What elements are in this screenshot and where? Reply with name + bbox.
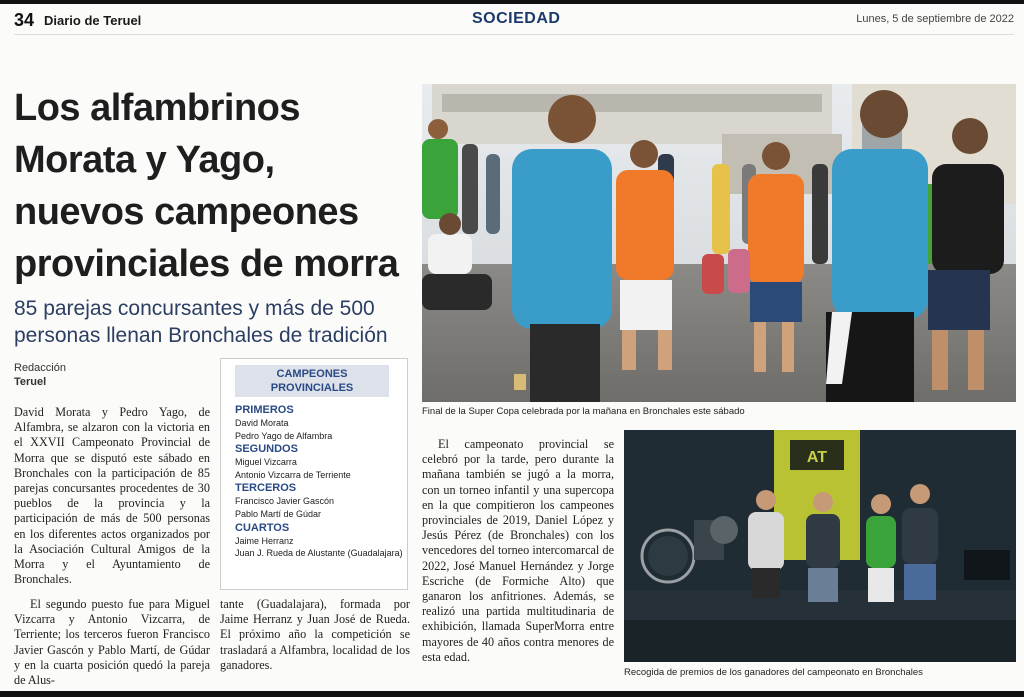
banner-sign-text: AT [806,449,828,466]
body-paragraph-3: tante (Guadalajara), formada por Jaime Herranz y Juan José de Rueda. El próximo año la competición se trasladará a Alfambra, localidad de los ganadores. [220,597,410,672]
photo-awards [624,430,1016,662]
bottom-border [0,691,1024,697]
champion-name: Miguel Vizcarra [235,457,297,468]
byline-place: Teruel [14,376,47,388]
body-paragraph-1: David Morata y Pedro Yago, de Alfambra, se alzaron con la victoria en el XXVII Campeonato Provincial de Morra que se disputó este sábado en Bronchales con la participación de 85 parejas concursantes procedentes de 30 pueblos de la provincia y la participación de más de 500 personas en los diferentes actos organizados por la Asociación Cultural Amigos de la Morra y el Ayuntamiento de Bronchales. [14,405,210,587]
photo-supercopa-caption: Final de la Super Copa celebrada por la mañana en Bronchales este sábado [422,406,745,417]
group-heading: TERCEROS [235,482,297,495]
champions-list [235,403,403,560]
top-border [0,0,1024,4]
body-paragraph-4: El campeonato provincial se celebró por la tarde, pero durante la mañana también se jugó a la morra, con un torneo infantil y una supercopa en la que compitieron los campeones provinciales de 2019, Daniel López y Jesús Pérez (de Bronchales) con los vencedores del torneo intercomarcal de 2022, José Manuel Hernández y Jorge Escriche (de Formiche Alto) que ganaron los anfitriones. Además, se realizó una partida multitudinaria de exhibición, llamada SuperMorra entre mayores de 40 años contra menores de esta edad. [422,437,614,664]
byline-role: Redacción [14,362,66,374]
issue-date: Lunes, 5 de septiembre de 2022 [856,13,1014,25]
photo-supercopa [422,84,1016,402]
champion-name: Juan J. Rueda de Alustante (Guadalajara) [235,548,403,559]
section-label: SOCIEDAD [472,10,561,27]
publication-logo: Diario de Teruel [44,13,142,28]
champion-name: Pedro Yago de Alfambra [235,430,333,441]
photo-supercopa-image [422,84,1016,402]
champions-box [220,358,408,590]
subtitle-line: personas llenan Bronchales de tradición [14,324,388,347]
photo-awards-caption: Recogida de premios de los ganadores del campeonato en Bronchales [624,667,923,678]
photo-awards-image [624,430,1016,662]
champion-name: Antonio Vizcarra de Terriente [235,469,351,480]
champion-name: Francisco Javier Gascón [235,496,335,507]
headline-line: Los alfambrinos [14,87,300,129]
headline-line: Morata y Yago, [14,139,275,181]
headline [14,82,414,290]
box-title-line: PROVINCIALES [270,382,354,394]
byline [14,361,66,389]
champion-name: Pablo Martí de Gúdar [235,508,322,519]
page-number: 34 [14,10,35,30]
champion-name: David Morata [235,418,289,428]
group-heading: CUARTOS [235,521,290,534]
headline-line: nuevos campeones [14,191,359,233]
page-header [14,8,1014,35]
body-paragraph-2: El segundo puesto fue para Miguel Vizcarra y Antonio Vizcarra, de Terriente; los terceros fueron Francisco Javier Gascón y Pablo Martí, de Gúdar y en la cuarta posición quedó la pareja de Alus- [14,597,210,688]
subtitle [14,295,414,349]
box-title-line: CAMPEONES [276,368,348,380]
champions-box-title [235,365,389,397]
group-heading: PRIMEROS [235,404,294,416]
group-heading: SEGUNDOS [235,443,298,456]
headline-line: provinciales de morra [14,243,399,285]
champion-name: Jaime Herranz [235,535,294,546]
subtitle-line: 85 parejas concursantes y más de 500 [14,297,375,320]
